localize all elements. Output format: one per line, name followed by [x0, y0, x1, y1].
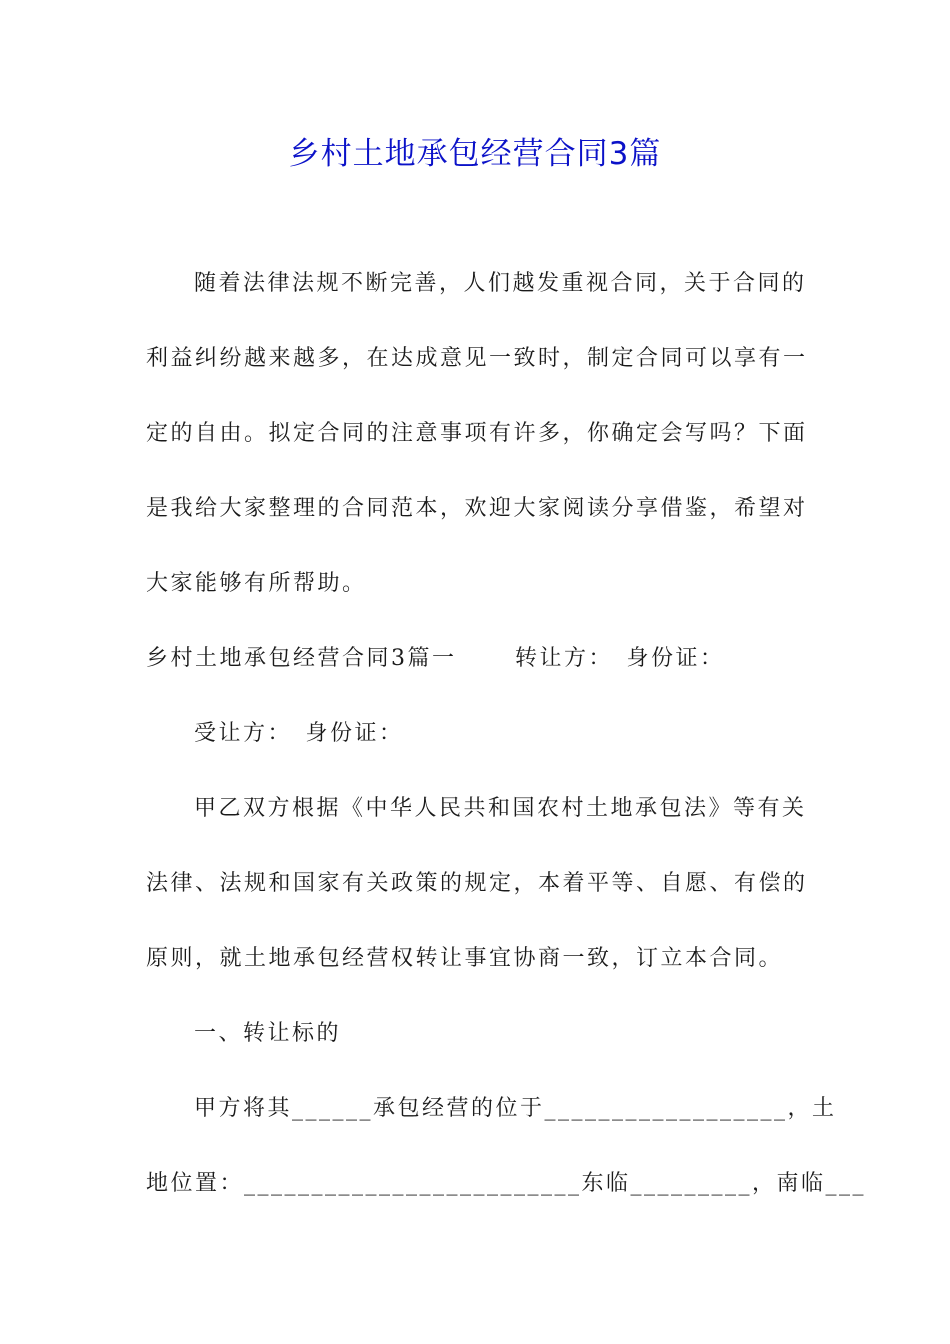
paragraph-line: 是我给大家整理的合同范本，欢迎大家阅读分享借鉴，希望对: [146, 496, 808, 521]
document-title: 乡村土地承包经营合同3篇: [288, 136, 662, 172]
paragraph-line: 利益纠纷越来越多，在达成意见一致时，制定合同可以享有一: [146, 346, 808, 371]
paragraph-line: 地位置：_________________________东临_________，南临___: [146, 1171, 867, 1196]
paragraph-line: 随着法律法规不断完善，人们越发重视合同，关于合同的: [194, 271, 807, 296]
paragraph-line: 定的自由。拟定合同的注意事项有许多，你确定会写吗？下面: [146, 421, 808, 446]
section-heading-line: 乡村土地承包经营合同3篇一 转让方： 身份证：: [146, 646, 725, 671]
paragraph-line: 原则，就土地承包经营权转让事宜协商一致，订立本合同。: [146, 946, 784, 971]
paragraph-line: 受让方： 身份证：: [194, 721, 404, 746]
paragraph-line: 法律、法规和国家有关政策的规定，本着平等、自愿、有偿的: [146, 871, 808, 896]
paragraph-line: 甲乙双方根据《中华人民共和国农村土地承包法》等有关: [194, 796, 807, 821]
clause-heading: 一、转让标的: [194, 1021, 342, 1046]
paragraph-line: 大家能够有所帮助。: [146, 571, 367, 596]
paragraph-line: 甲方将其______承包经营的位于__________________，土: [194, 1096, 837, 1121]
